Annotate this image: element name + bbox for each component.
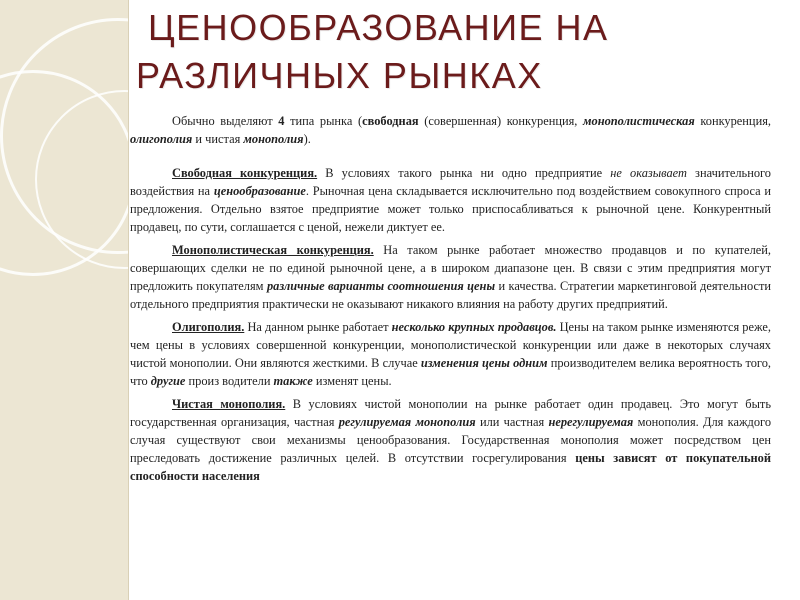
text: и качества. Стратегии маркетинговой деятельности отдельного предприятия практически не оказывают никакого влияния на работу других предприятий. — [130, 279, 771, 311]
emphasis: цены зависят от покупательной способности населения — [130, 451, 771, 483]
text: В условиях такого рынка ни одно предприятие — [317, 166, 611, 180]
emphasis: другие — [150, 374, 186, 388]
slide-title — [136, 4, 780, 100]
term-free: свободная — [362, 114, 419, 128]
slide-title-line-1: ЦЕНООБРАЗОВАНИЕ НА — [148, 7, 609, 48]
emphasis: нерегулируемая — [548, 415, 634, 429]
market-count: 4 — [278, 114, 285, 128]
text: производителем велика вероятность того, что — [130, 356, 771, 388]
text: На данном рынке работает — [244, 320, 392, 334]
free-competition-heading: Свободная конкуренция. — [172, 166, 318, 180]
text: монополия. Для каждого случая существуют свои механизмы ценообразования. Государственная монополия может посредством цен преследовать достижение различных целей. В отсутствии госрегулирования — [130, 415, 772, 465]
text: . Рыночная цена складывается исключительно под воздействием совокупного спроса и предложения. Отдельно взятое предприятие может только приспосабливаться к рыночной цене. Конкурентный продавец, по сути, соглашается с ценой, нежели диктует ее. — [130, 184, 771, 234]
term-oligopoly: олигополия — [130, 132, 193, 146]
text: (совершенная) конкуренция, — [418, 114, 584, 128]
emphasis: не оказывает — [610, 166, 687, 180]
emphasis: также — [273, 374, 313, 388]
emphasis: различные варианты соотношения цены — [266, 279, 496, 293]
emphasis: регулируемая монополия — [338, 415, 476, 429]
text: типа рынка ( — [284, 114, 363, 128]
text: или частная — [475, 415, 549, 429]
text: ). — [303, 132, 311, 146]
text: В условиях чистой монополии на рынке работает один продавец. Это могут быть государственная организация, частная — [130, 397, 771, 429]
term-monopoly: монополия — [243, 132, 304, 146]
oligopoly-heading: Олигополия. — [172, 320, 245, 334]
monopolistic-competition-heading: Монополистическая конкуренция. — [172, 243, 374, 257]
text: Обычно выделяют — [172, 114, 279, 128]
decorative-circles — [0, 0, 128, 600]
text: Цены на таком рынке изменяются реже, чем цены в условиях совершенной конкуренции, монополистической конкуренции или даже в некоторых случаях чистой монополии. Они являются жесткими. В случае — [130, 320, 771, 370]
text: На таком рынке работает множество продавцов и по купателей, совершающих сделки не по единой рыночной цене, а в широком диапазоне цен. В связи с этим предприятия могут предложить покупателям — [130, 243, 771, 293]
slide-body — [130, 112, 771, 485]
pure-monopoly-heading: Чистая монополия. — [172, 397, 286, 411]
text: конкуренция, — [694, 114, 771, 128]
free-competition-paragraph — [130, 164, 771, 236]
text: значительного воздействия на — [130, 166, 771, 198]
emphasis: несколько крупных продавцов. — [391, 320, 557, 334]
intro-paragraph — [130, 112, 771, 148]
term-monopolistic: монополистическая — [583, 114, 695, 128]
decorative-side-panel — [0, 0, 129, 600]
text: и чистая — [192, 132, 244, 146]
emphasis: ценообразование — [213, 184, 306, 198]
text: произ водители — [185, 374, 274, 388]
emphasis: изменения цены одним — [420, 356, 548, 370]
text: изменят цены. — [312, 374, 392, 388]
slide-title-line-2: РАЗЛИЧНЫХ РЫНКАХ — [136, 55, 543, 96]
oligopoly-paragraph — [130, 318, 771, 390]
pure-monopoly-paragraph — [130, 395, 771, 485]
monopolistic-competition-paragraph — [130, 241, 771, 313]
